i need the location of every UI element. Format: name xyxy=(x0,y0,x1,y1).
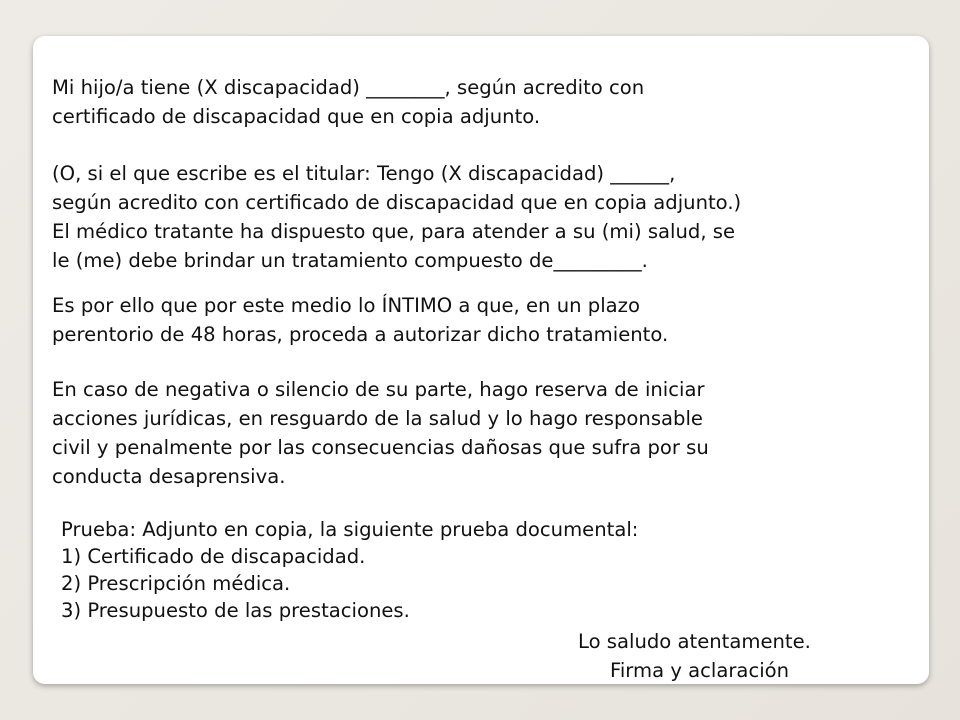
evidence-item-2: 2) Prescripción médica. xyxy=(61,572,291,595)
closing-signature: Firma y aclaración xyxy=(610,659,790,682)
closing-greeting: Lo saludo atentamente. xyxy=(578,630,811,653)
paragraph4-line4: conducta desaprensiva. xyxy=(52,465,286,488)
paragraph2-line3: El médico tratante ha dispuesto que, para atender a su (mi) salud, se xyxy=(52,220,736,243)
evidence-item-1: 1) Certificado de discapacidad. xyxy=(61,545,366,568)
evidence-item-3: 3) Presupuesto de las prestaciones. xyxy=(61,599,410,622)
paragraph2-line4: le (me) debe brindar un tratamiento compuesto de_________. xyxy=(52,249,648,272)
paragraph4-line2: acciones jurídicas, en resguardo de la salud y lo hago responsable xyxy=(52,407,703,430)
paragraph4-line1: En caso de negativa o silencio de su parte, hago reserva de iniciar xyxy=(52,378,705,401)
paragraph3-line2: perentorio de 48 horas, proceda a autorizar dicho tratamiento. xyxy=(52,323,669,346)
paragraph2-line1: (O, si el que escribe es el titular: Tengo (X discapacidad) ______, xyxy=(52,162,676,185)
paragraph4-line3: civil y penalmente por las consecuencias dañosas que sufra por su xyxy=(52,436,709,459)
paragraph1-line2: certificado de discapacidad que en copia adjunto. xyxy=(52,105,541,128)
paragraph2-line2: según acredito con certificado de discapacidad que en copia adjunto.) xyxy=(52,191,742,214)
paragraph3-line1: Es por ello que por este medio lo ÍNTIMO a que, en un plazo xyxy=(52,294,640,317)
evidence-heading: Prueba: Adjunto en copia, la siguiente prueba documental: xyxy=(61,518,639,541)
paragraph1-line1: Mi hijo/a tiene (X discapacidad) ________, según acredito con xyxy=(52,76,645,99)
